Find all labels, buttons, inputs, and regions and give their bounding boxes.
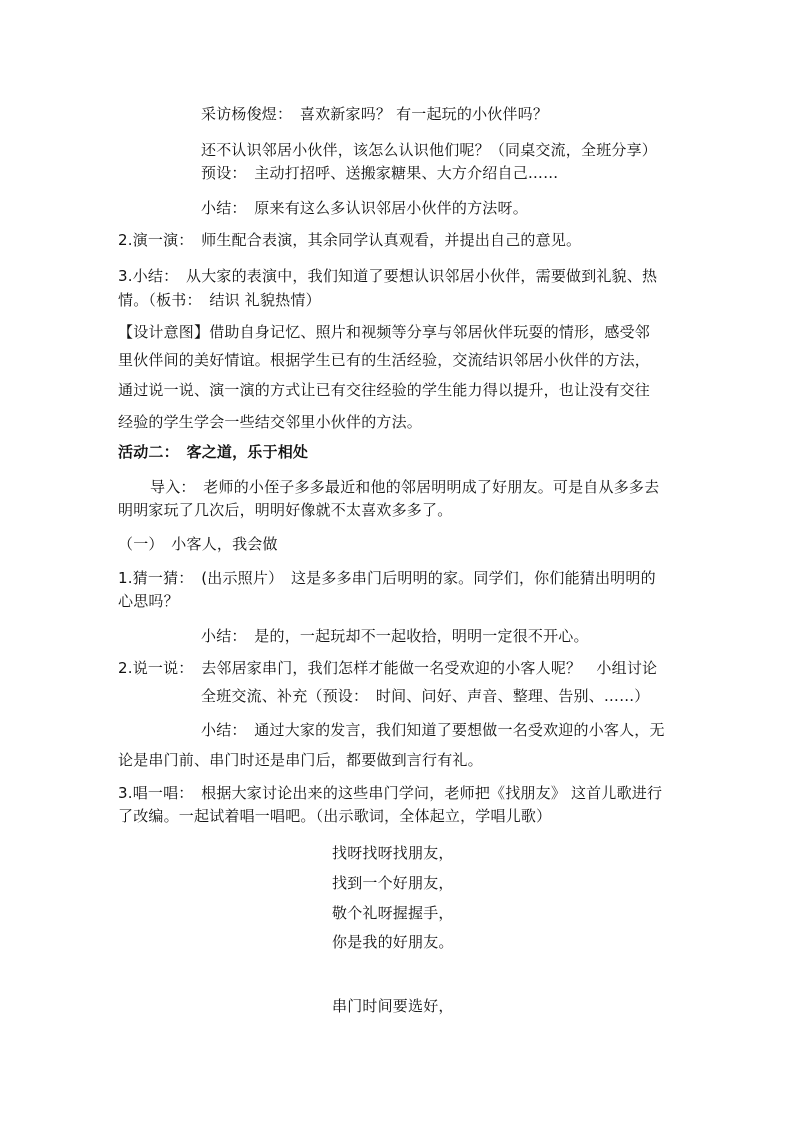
guess-step-line-2: 心思吗？ (118, 592, 179, 610)
guess-step-line-1: 1.猜一猜： (出示照片） 这是多多串门后明明的家。同学们，你们能猜出明明的 (118, 569, 656, 587)
guess-summary-line: 小结： 是的，一起玩却不一起收拾，明明一定很不开心。 (201, 627, 589, 645)
say-summary-line-1: 小结： 通过大家的发言，我们知道了要想做一名受欢迎的小客人，无 (201, 721, 665, 739)
say-step-line-2: 全班交流、补充（预设： 时间、问好、声音、整理、告别、……） (201, 687, 650, 705)
activity-two-heading: 活动二： 客之道，乐于相处 (118, 443, 309, 461)
design-intent-line-2: 里伙伴间的美好情谊。根据学生已有的生活经验，交流结识邻居小伙伴的方法， (118, 351, 651, 369)
preset-line: 预设： 主动打招呼、送搬家糖果、大方介绍自己…… (201, 164, 559, 182)
song-line-1: 找呀找呀找朋友， (332, 844, 454, 862)
design-intent-line-3: 通过说一说、演一演的方式让已有交往经验的学生能力得以提升，也让没有交往 (118, 381, 651, 399)
section-one-heading: （一） 小客人，我会做 (118, 535, 278, 553)
summary-step-line-2: 情。（板书： 结识 礼貌热情） (118, 291, 321, 309)
design-intent-line-4: 经验的学生学会一些结交邻里小伙伴的方法。 (118, 413, 423, 431)
summary-line: 小结： 原来有这么多认识邻居小伙伴的方法呀。 (201, 199, 528, 217)
intro-line-2: 明明家玩了几次后，明明好像就不太喜欢多多了。 (118, 501, 453, 519)
act-step-line: 2.演一演： 师生配合表演，其余同学认真观看，并提出自己的意见。 (118, 231, 582, 249)
say-summary-line-2: 论是串门前、串门时还是串门后，都要做到言行有礼。 (118, 751, 483, 769)
sing-step-line-2: 了改编。一起试着唱一唱吧。（出示歌词，全体起立，学唱儿歌） (118, 807, 552, 825)
song-line-3: 敬个礼呀握握手， (332, 904, 454, 922)
song-line-4: 你是我的好朋友。 (332, 933, 454, 951)
say-step-line-1: 2.说一说： 去邻居家串门，我们怎样才能做一名受欢迎的小客人呢？ 小组讨论 (118, 659, 658, 677)
summary-step-line: 3.小结： 从大家的表演中，我们知道了要想认识邻居小伙伴，需要做到礼貌、热 (118, 267, 658, 285)
question-line: 还不认识邻居小伙伴，该怎么认识他们呢？（同桌交流，全班分享） (201, 141, 658, 159)
interview-line: 采访杨俊煜： 喜欢新家吗？ 有一起玩的小伙伴吗？ (201, 105, 549, 123)
song-line-5: 串门时间要选好， (332, 997, 454, 1015)
sing-step-line-1: 3.唱一唱： 根据大家讨论出来的这些串门学问，老师把《找朋友》 这首儿歌进行 (118, 784, 663, 802)
song-line-2: 找到一个好朋友， (332, 874, 454, 892)
design-intent-line-1: 【设计意图】借助自身记忆、照片和视频等分享与邻居伙伴玩耍的情形，感受邻 (118, 323, 651, 341)
intro-line-1: 导入： 老师的小侄子多多最近和他的邻居明明成了好朋友。可是自从多多去 (150, 478, 660, 496)
